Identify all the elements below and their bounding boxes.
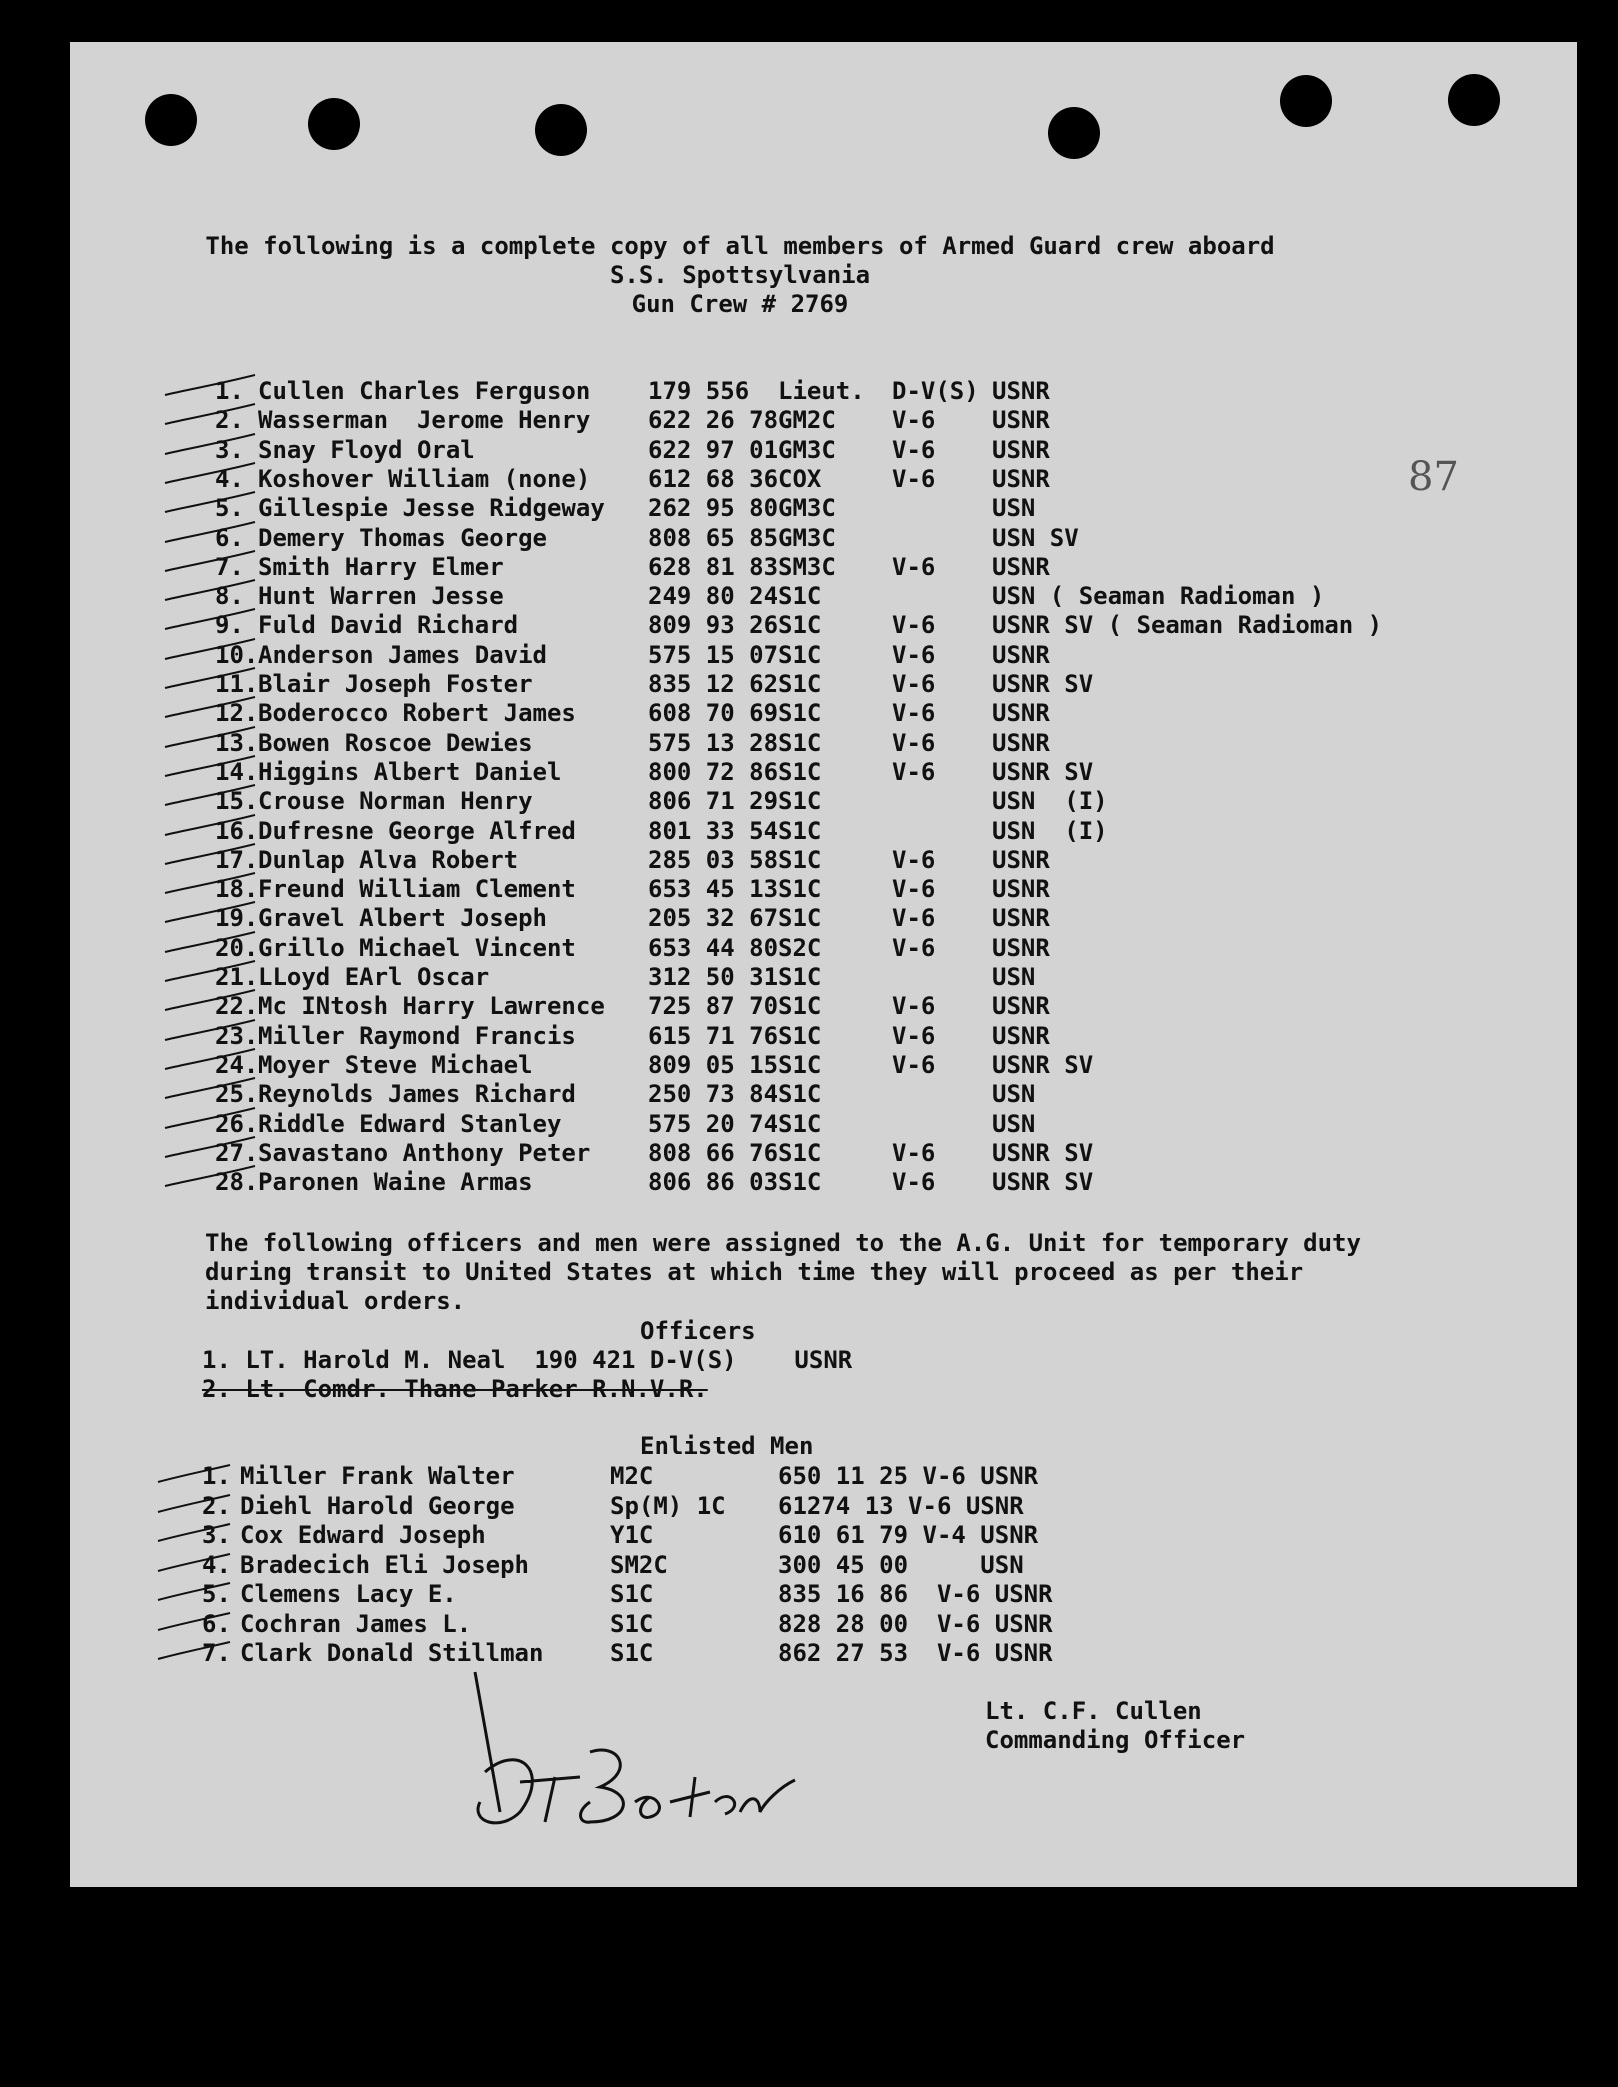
- crew-num: 2.: [215, 406, 244, 435]
- crew-row: [70, 465, 1577, 494]
- crew-row: [70, 553, 1577, 582]
- crew-rate: S1C: [778, 816, 822, 845]
- crew-service-no: 285 03 58: [648, 845, 779, 874]
- crew-row: [70, 524, 1577, 553]
- crew-num: 19.: [215, 904, 259, 933]
- crew-service-no: 262 95 80: [648, 494, 779, 523]
- crew-row: [70, 494, 1577, 523]
- crew-service-no: 628 81 83: [648, 552, 779, 581]
- crew-row: [70, 817, 1577, 846]
- crew-name: Gillespie Jesse Ridgeway: [258, 494, 605, 523]
- enlisted-name: Cox Edward Joseph: [240, 1521, 486, 1549]
- crew-name: Dufresne George Alfred: [258, 816, 576, 845]
- crew-num: 22.: [215, 992, 259, 1021]
- crew-branch: USNR SV: [992, 1138, 1094, 1167]
- crew-branch: USN ( Seaman Radioman ): [992, 582, 1325, 611]
- enlisted-heading: Enlisted Men: [640, 1432, 814, 1460]
- crew-class: V-6: [892, 875, 936, 904]
- crew-row: [70, 699, 1577, 728]
- crew-row: [70, 1110, 1577, 1139]
- crew-service-no: 179 556: [648, 377, 750, 405]
- enlisted-name: Bradecich Eli Joseph: [240, 1550, 529, 1579]
- crew-branch: USNR SV: [992, 670, 1094, 698]
- crew-class: V-6: [892, 757, 936, 786]
- enlisted-rate: Sp(M) 1C: [610, 1491, 726, 1520]
- crew-name: Reynolds James Richard: [258, 1080, 576, 1109]
- enlisted-service: 610 61 79 V-4 USNR: [778, 1521, 1039, 1549]
- officer-row: 1. LT. Harold M. Neal 190 421 D-V(S) USNR: [202, 1346, 853, 1374]
- crew-rate: S1C: [778, 757, 822, 786]
- header-line-1: The following is a complete copy of all members of Armed Guard crew aboard: [205, 232, 1275, 260]
- crew-name: Demery Thomas George: [258, 523, 547, 552]
- crew-row: [70, 846, 1577, 875]
- enlisted-service: 862 27 53 V-6 USNR: [778, 1639, 1053, 1667]
- crew-rate: S1C: [778, 963, 822, 991]
- crew-service-no: 835 12 62: [648, 670, 779, 698]
- enlisted-service: 61274 13 V-6 USNR: [778, 1491, 1024, 1520]
- crew-service-no: 612 68 36: [648, 464, 779, 493]
- crew-branch: USN (I): [992, 787, 1108, 816]
- crew-branch: USNR SV: [992, 1168, 1094, 1197]
- enlisted-name: Miller Frank Walter: [240, 1462, 515, 1490]
- enlisted-row: [70, 1580, 1577, 1609]
- punch-hole: [1448, 74, 1500, 126]
- crew-name: Riddle Edward Stanley: [258, 1109, 562, 1138]
- crew-branch: USNR: [992, 435, 1050, 464]
- crew-service-no: 249 80 24: [648, 582, 779, 611]
- crew-num: 12.: [215, 699, 259, 728]
- crew-name: Crouse Norman Henry: [258, 787, 533, 816]
- officers-heading: Officers: [640, 1317, 756, 1345]
- crew-num: 10.: [215, 640, 259, 669]
- crew-rate: S1C: [778, 699, 822, 728]
- signer-name: Lt. C.F. Cullen: [985, 1697, 1202, 1725]
- crew-class: V-6: [892, 464, 936, 493]
- crew-name: Savastano Anthony Peter: [258, 1138, 591, 1167]
- crew-service-no: 608 70 69: [648, 699, 779, 728]
- crew-service-no: 800 72 86: [648, 757, 779, 786]
- crew-name: Gravel Albert Joseph: [258, 904, 547, 933]
- enlisted-rate: SM2C: [610, 1550, 668, 1579]
- crew-num: 28.: [215, 1168, 259, 1197]
- crew-rate: S1C: [778, 1080, 822, 1109]
- checkmark-icon: [160, 373, 260, 403]
- crew-branch: USNR: [992, 845, 1050, 874]
- crew-num: 17.: [215, 845, 259, 874]
- crew-branch: USNR: [992, 1021, 1050, 1050]
- checkmark-icon: [160, 461, 260, 491]
- crew-class: V-6: [892, 640, 936, 669]
- crew-num: 6.: [215, 523, 244, 552]
- crew-name: Snay Floyd Oral: [258, 435, 475, 464]
- crew-class: D-V(S): [892, 377, 979, 405]
- crew-num: 7.: [215, 552, 244, 581]
- crew-class: V-6: [892, 406, 936, 435]
- crew-rate: S1C: [778, 1109, 822, 1138]
- enlisted-service: 835 16 86 V-6 USNR: [778, 1580, 1053, 1608]
- punch-hole: [145, 94, 197, 146]
- crew-name: Fuld David Richard: [258, 611, 519, 640]
- crew-class: V-6: [892, 845, 936, 874]
- header-line-2: S.S. Spottsylvania: [609, 261, 871, 289]
- crew-name: Bowen Roscoe Dewies: [258, 728, 533, 757]
- punch-hole: [535, 104, 587, 156]
- crew-class: V-6: [892, 728, 936, 757]
- crew-rate: S1C: [778, 787, 822, 816]
- crew-num: 5.: [215, 494, 244, 523]
- crew-num: 21.: [215, 963, 259, 991]
- crew-service-no: 205 32 67: [648, 904, 779, 933]
- crew-service-no: 622 26 78: [648, 406, 779, 435]
- crew-name: Mc INtosh Harry Lawrence: [258, 992, 605, 1021]
- crew-branch: USN: [992, 963, 1036, 991]
- crew-branch: USNR: [992, 875, 1050, 904]
- crew-branch: USNR: [992, 377, 1050, 405]
- crew-rate: S2C: [778, 933, 822, 962]
- crew-num: 15.: [215, 787, 259, 816]
- punch-hole: [308, 98, 360, 150]
- crew-branch: USNR: [992, 464, 1050, 493]
- crew-rate: GM3C: [778, 494, 836, 523]
- crew-row: [70, 934, 1577, 963]
- crew-branch: USNR: [992, 699, 1050, 728]
- crew-num: 8.: [215, 582, 244, 611]
- crew-name: Blair Joseph Foster: [258, 670, 533, 698]
- crew-rate: GM2C: [778, 406, 836, 435]
- enlisted-rate: Y1C: [610, 1521, 654, 1549]
- enlisted-name: Cochran James L.: [240, 1609, 472, 1638]
- crew-branch: USNR: [992, 904, 1050, 933]
- crew-name: Cullen Charles Ferguson: [258, 377, 591, 405]
- enlisted-service: 300 45 00 USN: [778, 1550, 1024, 1579]
- enlisted-rate: S1C: [610, 1609, 654, 1638]
- crew-row: [70, 1080, 1577, 1109]
- crew-row: [70, 1168, 1577, 1197]
- crew-branch: USN: [992, 1080, 1036, 1109]
- crew-num: 18.: [215, 875, 259, 904]
- crew-num: 24.: [215, 1050, 259, 1079]
- crew-num: 9.: [215, 611, 244, 640]
- crew-name: Wasserman Jerome Henry: [258, 406, 591, 435]
- crew-row: [70, 992, 1577, 1021]
- handwritten-signature: [460, 1662, 800, 1842]
- crew-class: V-6: [892, 699, 936, 728]
- enlisted-rate: S1C: [610, 1580, 654, 1608]
- crew-row: [70, 758, 1577, 787]
- crew-name: Higgins Albert Daniel: [258, 757, 562, 786]
- crew-rate: S1C: [778, 640, 822, 669]
- crew-branch: USNR: [992, 933, 1050, 962]
- crew-name: Smith Harry Elmer: [258, 552, 504, 581]
- temporary-note-line-3: individual orders.: [205, 1287, 466, 1315]
- crew-rate: S1C: [778, 904, 822, 933]
- enlisted-service: 828 28 00 V-6 USNR: [778, 1609, 1053, 1638]
- crew-row: [70, 670, 1577, 699]
- checkmark-icon: [160, 549, 260, 579]
- crew-branch: USNR SV: [992, 1050, 1094, 1079]
- crew-name: Dunlap Alva Robert: [258, 845, 519, 874]
- crew-name: Grillo Michael Vincent: [258, 933, 576, 962]
- crew-row: [70, 436, 1577, 465]
- crew-class: V-6: [892, 992, 936, 1021]
- enlisted-num: 1.: [202, 1462, 231, 1490]
- crew-branch: USNR: [992, 640, 1050, 669]
- crew-service-no: 622 97 01: [648, 435, 779, 464]
- page-number: 87: [1408, 454, 1459, 500]
- enlisted-num: 7.: [202, 1639, 231, 1667]
- enlisted-num: 5.: [202, 1580, 231, 1608]
- crew-name: Freund William Clement: [258, 875, 576, 904]
- crew-class: V-6: [892, 552, 936, 581]
- crew-service-no: 312 50 31: [648, 963, 779, 991]
- crew-service-no: 653 44 80: [648, 933, 779, 962]
- officer-row-struck: 2. Lt. Comdr. Thane Parker R.N.V.R.: [202, 1375, 708, 1403]
- crew-class: V-6: [892, 435, 936, 464]
- crew-row: [70, 875, 1577, 904]
- crew-row: [70, 377, 1577, 406]
- crew-num: 20.: [215, 933, 259, 962]
- crew-num: 1.: [215, 377, 244, 405]
- crew-branch: USN: [992, 1109, 1036, 1138]
- crew-rate: S1C: [778, 1168, 822, 1197]
- crew-rate: GM3C: [778, 523, 836, 552]
- crew-num: 4.: [215, 464, 244, 493]
- crew-class: V-6: [892, 1021, 936, 1050]
- enlisted-row: [70, 1462, 1577, 1491]
- enlisted-name: Diehl Harold George: [240, 1491, 515, 1520]
- crew-rate: S1C: [778, 728, 822, 757]
- enlisted-row: [70, 1551, 1577, 1580]
- crew-rate: Lieut.: [778, 377, 865, 405]
- crew-num: 14.: [215, 757, 259, 786]
- crew-name: Hunt Warren Jesse: [258, 582, 504, 611]
- crew-service-no: 725 87 70: [648, 992, 779, 1021]
- crew-row: [70, 406, 1577, 435]
- crew-num: 27.: [215, 1138, 259, 1167]
- header-line-3: Gun Crew # 2769: [631, 290, 849, 318]
- enlisted-row: [70, 1521, 1577, 1550]
- crew-row: [70, 611, 1577, 640]
- crew-num: 25.: [215, 1080, 259, 1109]
- checkmark-icon: [160, 607, 260, 637]
- crew-num: 11.: [215, 670, 259, 698]
- crew-service-no: 808 66 76: [648, 1138, 779, 1167]
- crew-rate: S1C: [778, 670, 822, 698]
- crew-branch: USNR: [992, 552, 1050, 581]
- enlisted-name: Clark Donald Stillman: [240, 1639, 544, 1667]
- crew-row: [70, 641, 1577, 670]
- crew-branch: USN SV: [992, 523, 1079, 552]
- crew-rate: S1C: [778, 1138, 822, 1167]
- enlisted-row: [70, 1639, 1577, 1668]
- crew-name: Koshover William (none): [258, 464, 591, 493]
- enlisted-num: 6.: [202, 1609, 231, 1638]
- crew-branch: USNR SV: [992, 757, 1094, 786]
- crew-class: V-6: [892, 933, 936, 962]
- enlisted-rate: S1C: [610, 1639, 654, 1667]
- crew-service-no: 653 45 13: [648, 875, 779, 904]
- crew-rate: S1C: [778, 845, 822, 874]
- crew-service-no: 809 93 26: [648, 611, 779, 640]
- crew-service-no: 801 33 54: [648, 816, 779, 845]
- crew-rate: COX: [778, 464, 822, 493]
- crew-name: Boderocco Robert James: [258, 699, 576, 728]
- crew-branch: USN (I): [992, 816, 1108, 845]
- crew-rate: S1C: [778, 992, 822, 1021]
- crew-rate: S1C: [778, 582, 822, 611]
- crew-service-no: 615 71 76: [648, 1021, 779, 1050]
- crew-branch: USNR SV ( Seaman Radioman ): [992, 611, 1383, 640]
- crew-rate: S1C: [778, 1021, 822, 1050]
- crew-branch: USNR: [992, 992, 1050, 1021]
- crew-service-no: 250 73 84: [648, 1080, 779, 1109]
- crew-rate: S1C: [778, 1050, 822, 1079]
- temporary-note-line-2: during transit to United States at which time they will proceed as per their: [205, 1258, 1304, 1286]
- crew-service-no: 806 71 29: [648, 787, 779, 816]
- crew-rate: SM3C: [778, 552, 836, 581]
- crew-class: V-6: [892, 904, 936, 933]
- crew-row: [70, 904, 1577, 933]
- crew-name: Anderson James David: [258, 640, 547, 669]
- crew-class: V-6: [892, 611, 936, 640]
- enlisted-num: 2.: [202, 1491, 231, 1520]
- punch-hole: [1280, 75, 1332, 127]
- checkmark-icon: [160, 578, 260, 608]
- enlisted-num: 3.: [202, 1521, 231, 1549]
- punch-hole: [1048, 107, 1100, 159]
- crew-num: 16.: [215, 816, 259, 845]
- crew-class: V-6: [892, 1050, 936, 1079]
- crew-service-no: 809 05 15: [648, 1050, 779, 1079]
- enlisted-num: 4.: [202, 1550, 231, 1579]
- crew-service-no: 575 20 74: [648, 1109, 779, 1138]
- crew-name: Paronen Waine Armas: [258, 1168, 533, 1197]
- crew-num: 3.: [215, 435, 244, 464]
- crew-row: [70, 787, 1577, 816]
- enlisted-row: [70, 1492, 1577, 1521]
- crew-service-no: 575 15 07: [648, 640, 779, 669]
- crew-service-no: 806 86 03: [648, 1168, 779, 1197]
- crew-row: [70, 963, 1577, 992]
- crew-class: V-6: [892, 1138, 936, 1167]
- crew-num: 23.: [215, 1021, 259, 1050]
- enlisted-service: 650 11 25 V-6 USNR: [778, 1462, 1039, 1490]
- signer-title: Commanding Officer: [985, 1726, 1246, 1754]
- enlisted-name: Clemens Lacy E.: [240, 1580, 457, 1608]
- checkmark-icon: [160, 432, 260, 462]
- crew-service-no: 808 65 85: [648, 523, 779, 552]
- crew-num: 13.: [215, 728, 259, 757]
- crew-row: [70, 1051, 1577, 1080]
- crew-branch: USN: [992, 494, 1036, 523]
- temporary-note-line-1: The following officers and men were assigned to the A.G. Unit for temporary duty: [205, 1229, 1361, 1257]
- crew-branch: USNR: [992, 406, 1050, 435]
- crew-rate: S1C: [778, 875, 822, 904]
- crew-service-no: 575 13 28: [648, 728, 779, 757]
- checkmark-icon: [160, 402, 260, 432]
- document-page: [70, 42, 1577, 1887]
- crew-class: V-6: [892, 1168, 936, 1197]
- crew-branch: USNR: [992, 728, 1050, 757]
- crew-num: 26.: [215, 1109, 259, 1138]
- crew-name: Moyer Steve Michael: [258, 1050, 533, 1079]
- crew-row: [70, 1022, 1577, 1051]
- checkmark-icon: [160, 520, 260, 550]
- crew-rate: S1C: [778, 611, 822, 640]
- crew-name: LLoyd EArl Oscar: [258, 963, 490, 991]
- crew-row: [70, 582, 1577, 611]
- enlisted-rate: M2C: [610, 1462, 654, 1490]
- checkmark-icon: [160, 490, 260, 520]
- crew-row: [70, 729, 1577, 758]
- crew-name: Miller Raymond Francis: [258, 1021, 576, 1050]
- crew-rate: GM3C: [778, 435, 836, 464]
- crew-row: [70, 1139, 1577, 1168]
- crew-class: V-6: [892, 670, 936, 698]
- enlisted-row: [70, 1610, 1577, 1639]
